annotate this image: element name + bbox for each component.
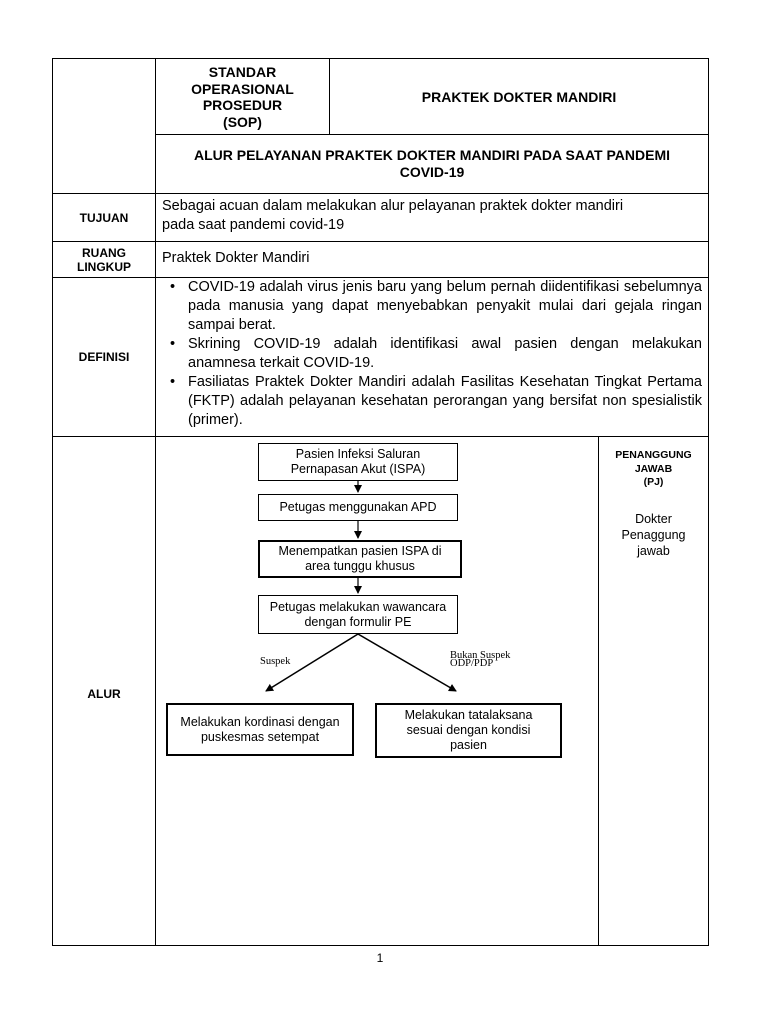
flow-outcome-line: pasien [450,738,487,752]
flow-outcome-koordinasi [166,703,354,756]
sop-title-line: (SOP) [223,113,262,130]
tujuan-text-line: Sebagai acuan dalam melakukan alur pelayanan praktek dokter mandiri [162,198,624,214]
branch-label-line: Bukan Suspek [450,650,511,661]
pj-label-line: (PJ) [643,476,664,488]
flow-step-apd [258,494,458,521]
pj-label-line: JAWAB [634,462,673,475]
definisi-item-text: Fasiliatas Praktek Dokter Mandiri adalah Fasilitas Kesehatan Tingkat Pertama (FKTP) adalah pelayanan kesehatan perorangan yang bersifat non spesialistik (primer). [188,374,702,428]
bullet-icon: • [170,374,176,390]
document-title-line: COVID-19 [399,164,465,180]
flow-outcome-line: sesuai dengan kondisi [406,723,531,737]
bullet-icon: • [170,279,176,295]
ruang-lingkup-text: Praktek Dokter Mandiri [162,250,310,266]
flow-step-line: area tunggu khusus [305,559,415,573]
flow-step-line: Pernapasan Akut (ISPA) [290,462,426,476]
arrow-to-bukan-suspek [358,634,456,691]
flow-step-line: Pasien Infeksi Saluran [295,447,421,461]
ruang-lingkup-label-line: RUANG [82,245,126,260]
flow-step-line: Petugas melakukan wawancara [269,599,447,614]
definisi-label: DEFINISI [78,350,130,364]
pj-value [599,511,708,559]
definisi-item-text: COVID-19 adalah virus jenis baru yang belum pernah diidentifikasi sebelumnya pada manusia yang dapat menyebabkan penyakit mulai dari gejala ringan sampai berat. [188,279,702,333]
pj-value-line: Dokter [635,512,672,526]
flow-outcome-line: Melakukan kordinasi dengan [180,714,340,729]
pj-value-line: jawab [637,544,670,558]
flow-step-line: Menempatkan pasien ISPA di [278,544,442,558]
ruang-lingkup-label-line: LINGKUP [77,259,131,274]
sop-title-line: PROSEDUR [202,97,283,113]
definisi-item-text: Skrining COVID-19 adalah identifikasi awal pasien dengan melakukan anamnesa terkait COVID-19. [188,336,702,371]
tujuan-text-line: pada saat pandemi covid-19 [162,217,345,233]
branch-label-bukan-suspek [450,652,510,668]
bullet-icon: • [170,336,176,352]
page-number: 1 [376,951,384,965]
flow-outcome-line: Melakukan tatalaksana [404,708,533,722]
flow-step-ispa [258,443,458,481]
pj-label [599,449,708,490]
sop-title-line: OPERASIONAL [191,80,294,97]
flow-outcome-tatalaksana [375,703,562,758]
flow-step-line: Petugas menggunakan APD [279,500,437,514]
flow-outcome-line: puskesmas setempat [200,729,320,744]
unit-title: PRAKTEK DOKTER MANDIRI [421,89,617,105]
flow-step-wawancara [258,595,458,634]
pj-value-line: Penaggung [621,528,686,542]
tujuan-label: TUJUAN [79,210,129,225]
alur-label: ALUR [87,687,121,701]
pj-label-line: PENANGGUNG [615,449,692,461]
branch-label-suspek: Suspek [260,656,291,667]
sop-title-line: STANDAR [208,64,277,80]
flow-step-area-tunggu [258,540,462,578]
flow-step-line: dengan formulir PE [304,614,412,629]
branch-label-line: ODP/PDP [450,658,494,669]
document-title-line: ALUR PELAYANAN PRAKTEK DOKTER MANDIRI PADA SAAT PANDEMI [193,147,671,163]
